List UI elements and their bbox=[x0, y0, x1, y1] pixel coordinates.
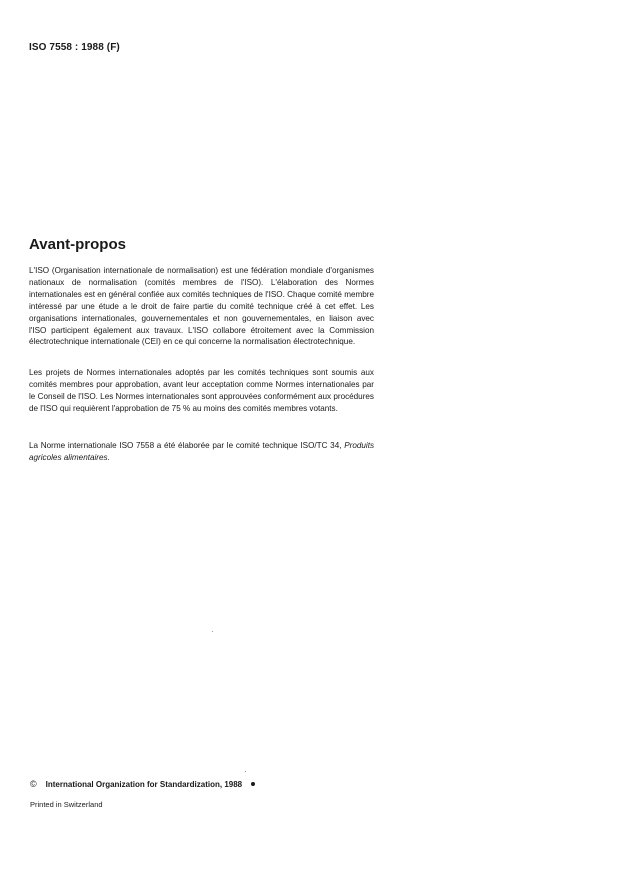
document-code-header: ISO 7558 : 1988 (F) bbox=[29, 42, 120, 53]
paragraph-3-committee-title: Produits agricoles alimentaires. bbox=[29, 441, 375, 462]
scan-speck bbox=[245, 771, 246, 772]
copyright-icon: © bbox=[30, 779, 37, 789]
foreword-paragraph-3 bbox=[29, 440, 374, 464]
foreword-paragraph-1: L'ISO (Organisation internationale de normalisation) est une fédération mondiale d'organismes nationaux de normalisation (comités membres de l'ISO). L'élaboration des Normes internationales est en général confiée aux comités techniques de l'ISO. Chaque comité membre intéressé par une étude a le droit de faire partie du comité technique créé à cet effet. Les organisations internationales, gouvernementales et non gouvernementales, en liaison avec l'ISO participent également aux travaux. L'ISO collabore étroitement avec la Commission électrotechnique internationale (CEI) en ce qui concerne la normalisation électrotechnique. bbox=[29, 266, 374, 347]
copyright-line bbox=[30, 779, 255, 789]
section-title: Avant-propos bbox=[29, 236, 126, 253]
bullet-dot-icon bbox=[251, 782, 255, 786]
printed-in-text: Printed in Switzerland bbox=[30, 800, 103, 809]
scan-speck bbox=[212, 631, 213, 632]
copyright-text: International Organization for Standardization, 1988 bbox=[45, 779, 243, 789]
paragraph-3-main-text: La Norme internationale ISO 7558 a été élaborée par le comité technique ISO/TC 34, bbox=[29, 441, 342, 450]
foreword-paragraph-2: Les projets de Normes internationales adoptés par les comités techniques sont soumis aux comités membres pour approbation, avant leur acceptation comme Normes internationales par le Conseil de l'ISO. Les Normes internationales sont approuvées conformément aux procédures de l'ISO qui requièrent l'approbation de 75 % au moins des comités membres votants. bbox=[29, 368, 374, 413]
